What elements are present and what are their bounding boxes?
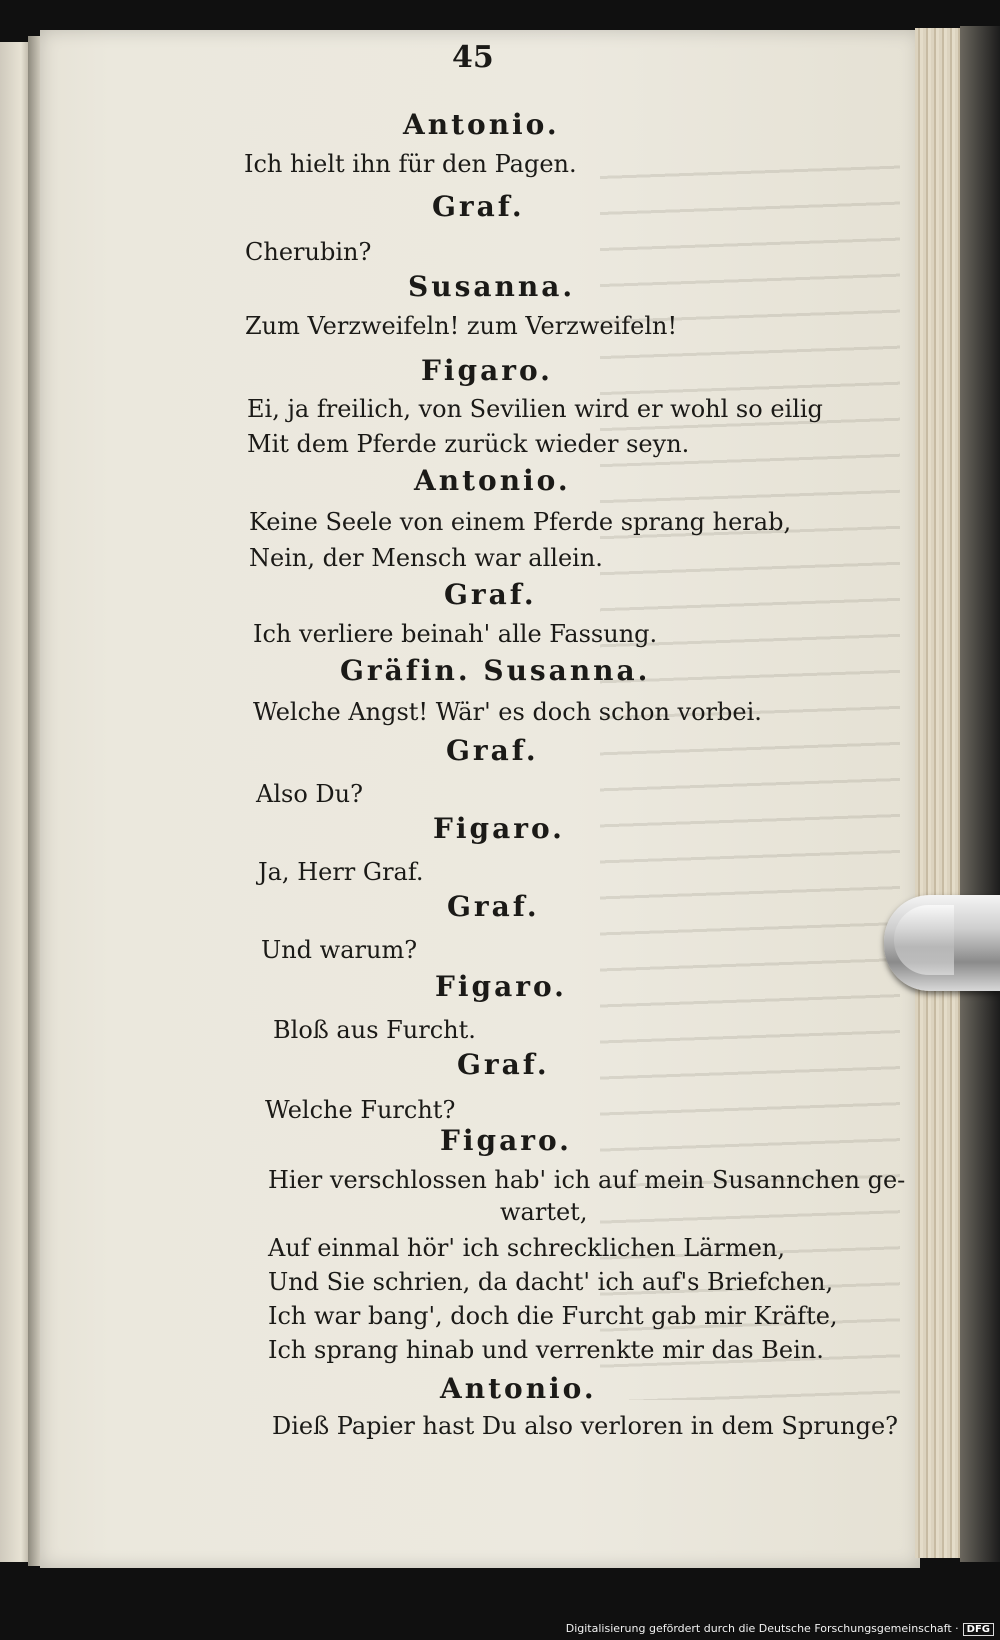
speaker-name: Figaro.: [433, 812, 565, 845]
dialogue-line: Ja, Herr Graf.: [258, 858, 424, 886]
dialogue-line: wartet,: [500, 1198, 588, 1226]
dialogue-line: Hier verschlossen hab' ich auf mein Susannchen ge-: [268, 1166, 906, 1194]
dialogue-line: Nein, der Mensch war allein.: [249, 544, 603, 572]
speaker-name: Figaro.: [440, 1124, 572, 1157]
dialogue-line: Bloß aus Furcht.: [273, 1016, 476, 1044]
speaker-name: Antonio.: [440, 1372, 597, 1405]
dialogue-line: Keine Seele von einem Pferde sprang herab,: [249, 508, 792, 536]
dialogue-line: Ich hielt ihn für den Pagen.: [244, 150, 577, 178]
speaker-name: Susanna.: [408, 270, 576, 303]
dialogue-line: Auf einmal hör' ich schrecklichen Lärmen,: [268, 1234, 785, 1262]
dialogue-line: Ich verliere beinah' alle Fassung.: [253, 620, 658, 648]
credit-text: Digitalisierung gefördert durch die Deutsche Forschungsgemeinschaft ·: [565, 1622, 959, 1635]
speaker-name: Graf.: [444, 578, 537, 611]
dialogue-line: Welche Angst! Wär' es doch schon vorbei.: [253, 698, 762, 726]
dialogue-line: Ei, ja freilich, von Sevilien wird er wohl so eilig: [247, 395, 823, 423]
dialogue-line: Und Sie schrien, da dacht' ich auf's Briefchen,: [268, 1268, 834, 1296]
speaker-name: Figaro.: [435, 970, 567, 1003]
speaker-name: Graf.: [432, 190, 525, 223]
dialogue-line: Cherubin?: [245, 238, 372, 266]
dialogue-line: Also Du?: [256, 780, 363, 808]
dialogue-line: Ich sprang hinab und verrenkte mir das Bein.: [268, 1336, 824, 1364]
speaker-name: Graf.: [457, 1048, 550, 1081]
dialogue-line: Welche Furcht?: [265, 1096, 456, 1124]
dialogue-line: Zum Verzweifeln! zum Verzweifeln!: [245, 312, 678, 340]
speaker-name: Gräfin. Susanna.: [340, 654, 651, 687]
speaker-name: Antonio.: [403, 108, 560, 141]
dialogue-line: Und warum?: [261, 936, 418, 964]
digitization-credit: [566, 1622, 994, 1636]
speaker-name: Antonio.: [414, 464, 571, 497]
page-number: 45: [452, 40, 494, 75]
speaker-name: Graf.: [447, 890, 540, 923]
dialogue-line: Dieß Papier hast Du also verloren in dem Sprunge?: [272, 1412, 899, 1440]
speaker-name: Graf.: [446, 734, 539, 767]
dfg-logo: DFG: [963, 1623, 994, 1636]
dialogue-line: Ich war bang', doch die Furcht gab mir Kräfte,: [268, 1302, 838, 1330]
dialogue-line: Mit dem Pferde zurück wieder seyn.: [247, 430, 690, 458]
speaker-name: Figaro.: [421, 354, 553, 387]
